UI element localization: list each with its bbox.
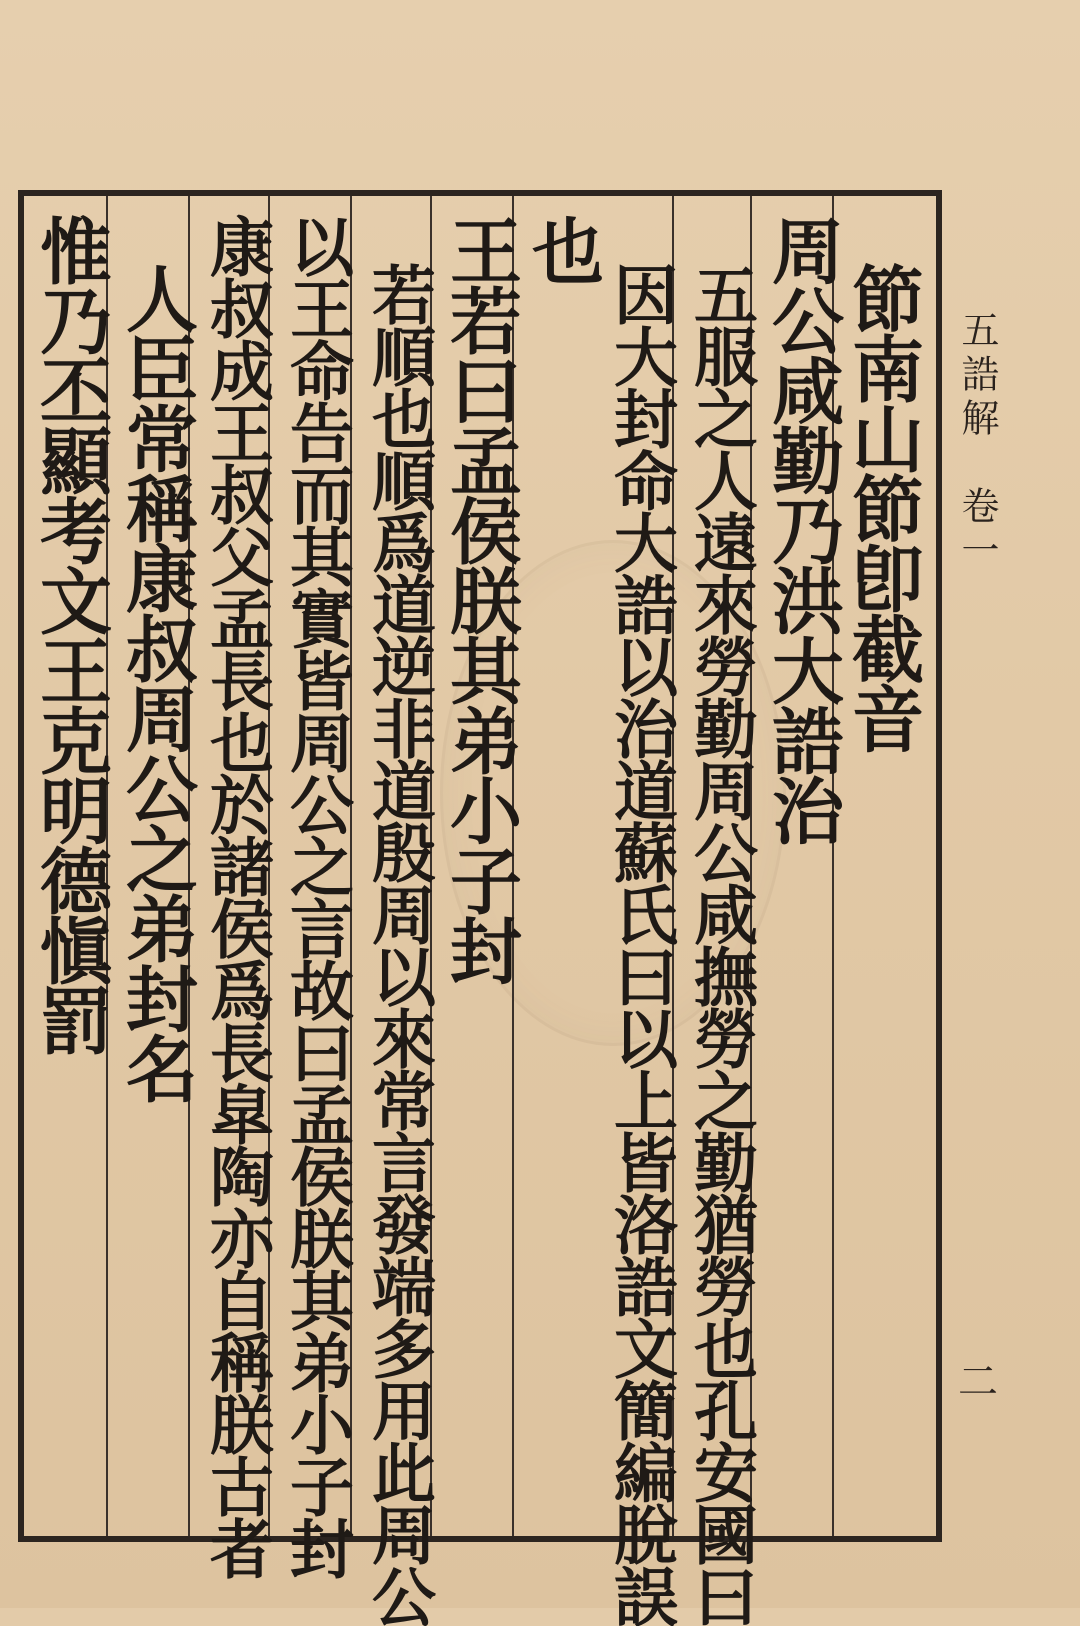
text-column-8: 以王命告而其實皆周公之言故曰孟侯朕其弟小子封 [279,214,354,1578]
text-column-6: 王若曰孟侯朕其弟小子封 [438,214,523,984]
text-column-2: 周公咸勤乃洪大誥治 [760,214,845,844]
text-column-5: 也 [520,214,605,284]
text-column-11: 惟乃丕顯考文王克明德愼罰 [28,214,113,1054]
text-column-3: 五服之人遠來勞勤周公咸撫勞之勤猶勞也孔安國曰 [683,262,758,1626]
text-column-7: 若順也順爲道逆非道殷周以來常言發端多用此周公 [361,262,436,1626]
text-column-1: 節南山節卽截音 [840,262,925,752]
page-number: 二 [958,1359,998,1405]
text-column-10: 人臣常稱康叔周公之弟封名 [114,262,199,1102]
running-title: 五誥解 卷一 [955,310,999,574]
text-column-9: 康叔成王叔父孟長也於諸侯爲長皐陶亦自稱朕古者 [199,214,274,1578]
text-column-4: 因大封命大誥以治道蘇氏曰以上皆洛誥文簡編脫誤 [603,262,678,1626]
